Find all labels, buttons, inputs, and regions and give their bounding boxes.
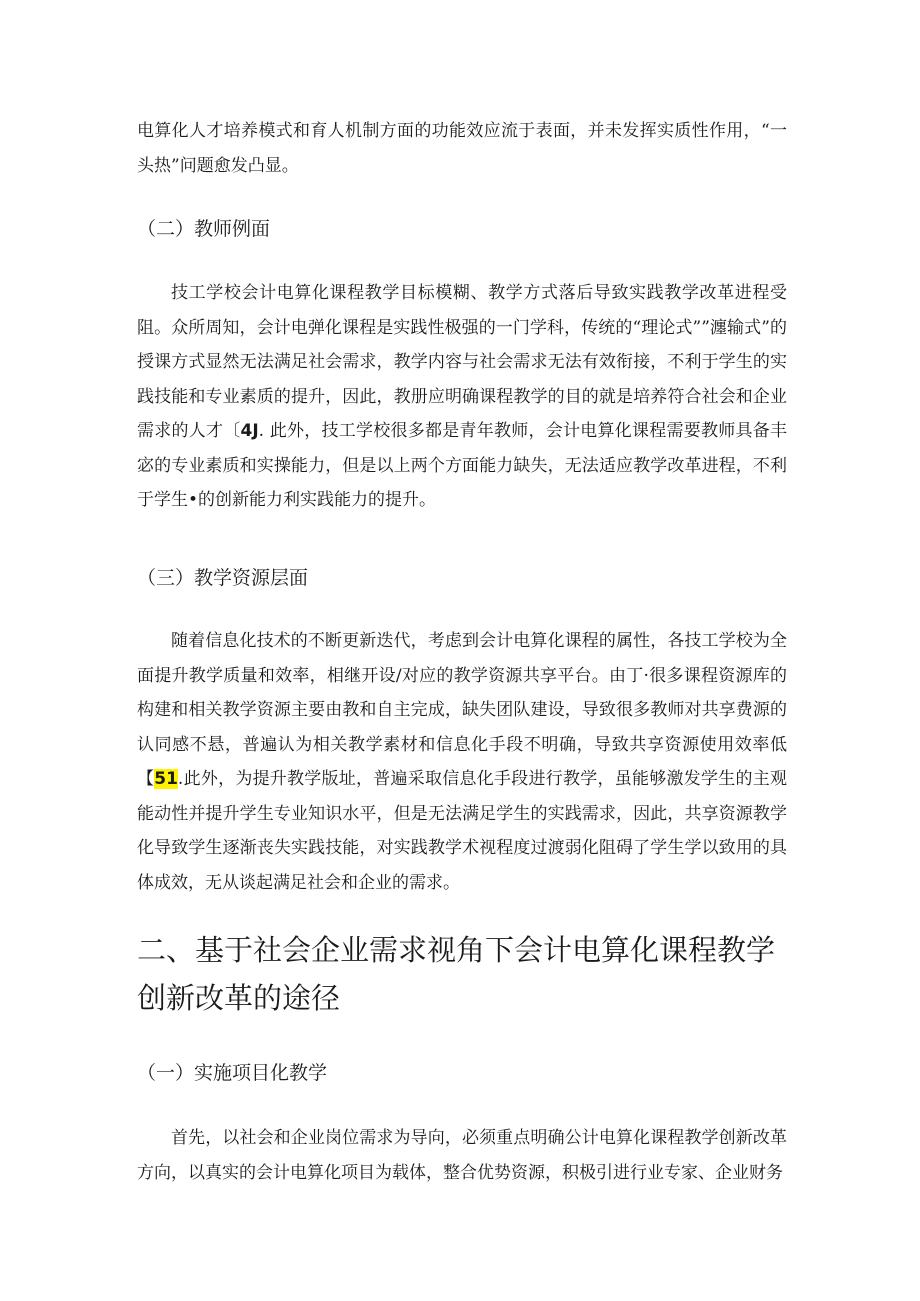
paragraph-resources [137, 624, 787, 900]
paragraph-teacher-text-2: . 此外，技工学校很多都是青年教师，会计电算化课程需要教师具备丰宓的专业素质和实操能力，但是以上两个方面能力缺失，无法适应教学改革进程，不利于学生•的创新能力利实践能力的提升。 [137, 421, 788, 510]
paragraph-resources-text-1: 随着信息化技术的不断更新迭代，考虑到会计电算化课程的属性，各技工学校为全面提升教学质量和效率，相继开设/对应的教学资源共享平台。由丁·很多课程资源库的构建和相关教学资源主要由教和自主完成，缺失团队建设，导致很多教师对共享费源的认同感不悬，普遍认为相关教学素材和信息化手段不明确，导致共享资源使用效率低【 [137, 631, 787, 789]
paragraph-project: 首先，以社会和企业岗位需求为导向，必须重点明确公计电算化课程教学创新改革方向，以真实的会计电算化项目为载体，整合优势资源，积极引进行业专家、企业财务 [137, 1128, 787, 1183]
citation-5-highlight: 51 [154, 769, 178, 789]
section-heading-project: （一）实施项目化教学 [137, 1062, 328, 1084]
continued-paragraph: 电算化人才培养模式和育人机制方面的功能效应流于表面，并未发挥实质性作用，“一头热”问题愈发凸显。 [137, 121, 787, 176]
paragraph-teacher-text-1: 技工学校会计电算化课程教学目标模糊、教学方式落后导致实践教学改革进程受阻。众所周知，会计电弹化课程是实践性极强的一门学科，传统的“理论式””瀍输式”的授课方式显然无法满足社会需求，教学内容与社会需求无法有效衔接，不利于学生的实践技能和专业素质的提升，因此，教册应明确课程教学的目的就是培养符合社会和企业需求的人才〔 [137, 283, 787, 441]
paragraph-teacher [137, 276, 787, 518]
citation-4: 4J [240, 421, 259, 441]
paragraph-resources-text-2: .此外，为提升教学版址，普遍采取信息化手段进行教学，虽能够激发学生的主观能动性并提升学生专业知识水平，但是无法满足学生的实践需求，因此，共享资源教学化导致学生逐渐丧失实践技能，对实践教学术视程度过渡弱化阻碍了学生学以致用的具体成效，无从谈起满足社会和企业的需求。 [137, 769, 787, 893]
section-heading-teacher: （二）教师例面 [137, 218, 271, 240]
chapter-heading: 二、基于社会企业需求视角下会计电算化课程教学创新改革的途径 [137, 933, 776, 1015]
section-heading-resources: （三）教学资源层面 [137, 567, 309, 589]
